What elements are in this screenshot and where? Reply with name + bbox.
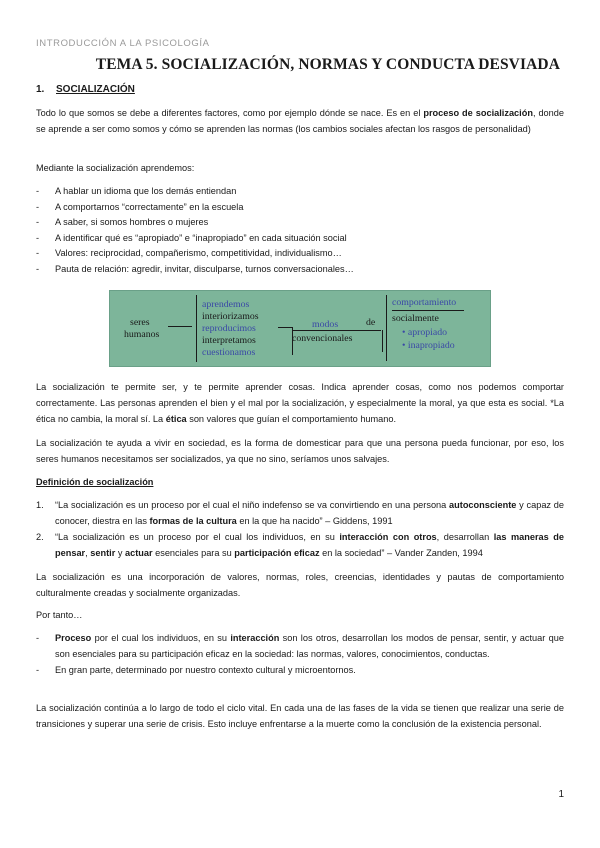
def2-bold-2: las maneras de pensar bbox=[55, 532, 564, 558]
def1-text-a: “La socialización es un proceso por el cual el niño indefenso se va convirtiendo en una persona bbox=[55, 500, 450, 510]
definition-list bbox=[36, 497, 564, 561]
def2-bold-1: interacción con otros bbox=[339, 532, 437, 542]
pt1-text-a: por el cual los individuos, en su bbox=[91, 633, 231, 643]
page-number: 1 bbox=[558, 789, 564, 800]
learn-list bbox=[36, 184, 564, 277]
para5-text: La socialización continúa a lo largo de todo el ciclo vital. En cada una de las fases de la vida se tienen que realizar una serie de transiciones y superar una serie de crisis. Esto incluye enfrentarse a la muerte como la conclusión de la existencia personal. bbox=[36, 703, 564, 729]
list-item: - Pauta de relación: agredir, invitar, disculparse, turnos conversacionales… bbox=[36, 262, 564, 278]
def2-text-c: , desarrollan bbox=[436, 532, 494, 542]
def2-bold-5: participación eficaz bbox=[234, 548, 320, 558]
paragraph-lifecycle bbox=[36, 700, 564, 732]
paragraph-incorporation bbox=[36, 569, 564, 601]
def2-bold-4: actuar bbox=[124, 548, 153, 558]
para2-bold: ética bbox=[165, 414, 187, 424]
diagram-connector bbox=[168, 326, 192, 327]
section-label: SOCIALIZACIÓN bbox=[56, 84, 135, 95]
diagram-inapropiado: • inapropiado bbox=[402, 340, 455, 351]
list-item: - A hablar un idioma que los demás entiendan bbox=[36, 184, 564, 200]
def2-bold-3: sentir bbox=[90, 548, 116, 558]
pt1-bold-1: Proceso bbox=[55, 633, 92, 643]
diagram-connector bbox=[293, 330, 381, 331]
socialization-diagram bbox=[109, 290, 491, 367]
definition-number: 1. bbox=[36, 500, 44, 510]
diagram-aprendemos: aprendemos bbox=[202, 299, 250, 310]
intro-bold: proceso de socialización bbox=[423, 108, 533, 118]
diagram-bracket bbox=[382, 330, 383, 352]
list-item: - A identificar qué es “apropiado” e “inapropiado” en cada situación social bbox=[36, 231, 564, 247]
def1-text-d: en la que ha nacido” – Giddens, 1991 bbox=[236, 516, 393, 526]
list-item bbox=[36, 630, 564, 662]
para2-text-b: son valores que guían el comportamiento humano. bbox=[186, 414, 397, 424]
diagram-humanos: humanos bbox=[124, 329, 160, 340]
def2-text-e: y bbox=[115, 548, 125, 558]
section-heading bbox=[36, 84, 135, 95]
intro-text-a: Todo lo que somos se debe a diferentes factores, como por ejemplo dónde se nace. Es en el bbox=[36, 108, 424, 118]
definition-number: 2. bbox=[36, 532, 44, 542]
paragraph-society bbox=[36, 435, 564, 467]
pt1-bold-2: interacción bbox=[230, 633, 280, 643]
definition-heading bbox=[36, 474, 564, 490]
para4-text: La socialización es una incorporación de valores, normas, roles, creencias, identidades y pautas de comportamiento culturalmente creadas y socialmente organizadas. bbox=[36, 572, 564, 598]
page-title: TEMA 5. SOCIALIZACIÓN, NORMAS Y CONDUCTA DESVIADA bbox=[95, 56, 560, 73]
diagram-bracket bbox=[386, 295, 387, 361]
pt1-text-c: son los otros, desarrollan los modos de pensar, sentir, y actuar que son esenciales para su participación eficaz en la sociedad: las normas, valores, conocimientos, conductas. bbox=[55, 633, 564, 659]
def1-bold-1: autoconsciente bbox=[449, 500, 517, 510]
paragraph-ethics bbox=[36, 379, 564, 427]
diagram-seres: seres bbox=[130, 317, 150, 328]
def2-text-d: , bbox=[85, 548, 91, 558]
diagram-cuestionamos: cuestionamos bbox=[202, 347, 256, 358]
learn-heading-text: Mediante la socialización aprendemos: bbox=[36, 163, 195, 173]
diagram-socialmente: socialmente bbox=[392, 313, 439, 324]
diagram-bracket bbox=[196, 295, 197, 362]
list-item: - A comportarnos “correctamente” en la escuela bbox=[36, 200, 564, 216]
def2-text-a: “La socialización es un proceso por el cual los individuos, en su bbox=[55, 532, 340, 542]
list-item: - A saber, si somos hombres o mujeres bbox=[36, 215, 564, 231]
portanto-text: Por tanto… bbox=[36, 610, 83, 620]
diagram-comportamiento: comportamiento bbox=[392, 297, 457, 308]
para3-text: La socialización te ayuda a vivir en sociedad, es la forma de domesticar para que una persona pueda funcionar, por eso, los seres humanos necesitamos ser socializados, ya que no sino, seríamos unos salvajes. bbox=[36, 438, 564, 464]
diagram-interpretamos: interpretamos bbox=[202, 335, 256, 346]
diagram-convencionales: convencionales bbox=[292, 333, 353, 344]
diagram-reproducimos: reproducimos bbox=[202, 323, 256, 334]
diagram-connector bbox=[392, 310, 464, 311]
def2-text-g: en la sociedad” – Vander Zanden, 1994 bbox=[319, 548, 483, 558]
intro-text-b: , donde se aprende a ser como somos y cómo se aprenden las normas (los cambios sociales afectan los rasgos de personalidad) bbox=[36, 108, 565, 134]
list-item: - Valores: reciprocidad, compañerismo, competitividad, individualismo… bbox=[36, 246, 564, 262]
para2-text-a: La socialización te permite ser, y te permite aprender cosas. Indica aprender cosas, como nos podemos comportar correctamente. Las personas aprenden el bien y el mal por la socialización, y especialmente la moral, ya que esta es social. *La ética no cambia, la moral sí. La bbox=[36, 382, 564, 424]
diagram-interiorizamos: interiorizamos bbox=[202, 311, 259, 322]
portanto-line bbox=[36, 607, 564, 623]
def1-text-c: y capaz de conocer, diestra en las bbox=[55, 500, 564, 526]
section-number: 1. bbox=[36, 84, 45, 95]
diagram-modos: modos bbox=[312, 319, 339, 330]
diagram-connector bbox=[278, 327, 292, 328]
portanto-list bbox=[36, 630, 564, 678]
intro-paragraph bbox=[36, 105, 564, 137]
learn-heading bbox=[36, 160, 564, 176]
definition-item bbox=[36, 529, 564, 561]
def2-text-f: esenciales para su bbox=[152, 548, 235, 558]
def1-bold-2: formas de la cultura bbox=[149, 516, 237, 526]
diagram-de: de bbox=[366, 317, 376, 328]
definition-item bbox=[36, 497, 564, 529]
diagram-apropiado: • apropiado bbox=[402, 327, 448, 338]
list-item: - En gran parte, determinado por nuestro contexto cultural y microentornos. bbox=[36, 662, 564, 678]
definition-heading-text: Definición de socialización bbox=[36, 477, 154, 487]
running-header: INTRODUCCIÓN A LA PSICOLOGÍA bbox=[36, 38, 210, 49]
